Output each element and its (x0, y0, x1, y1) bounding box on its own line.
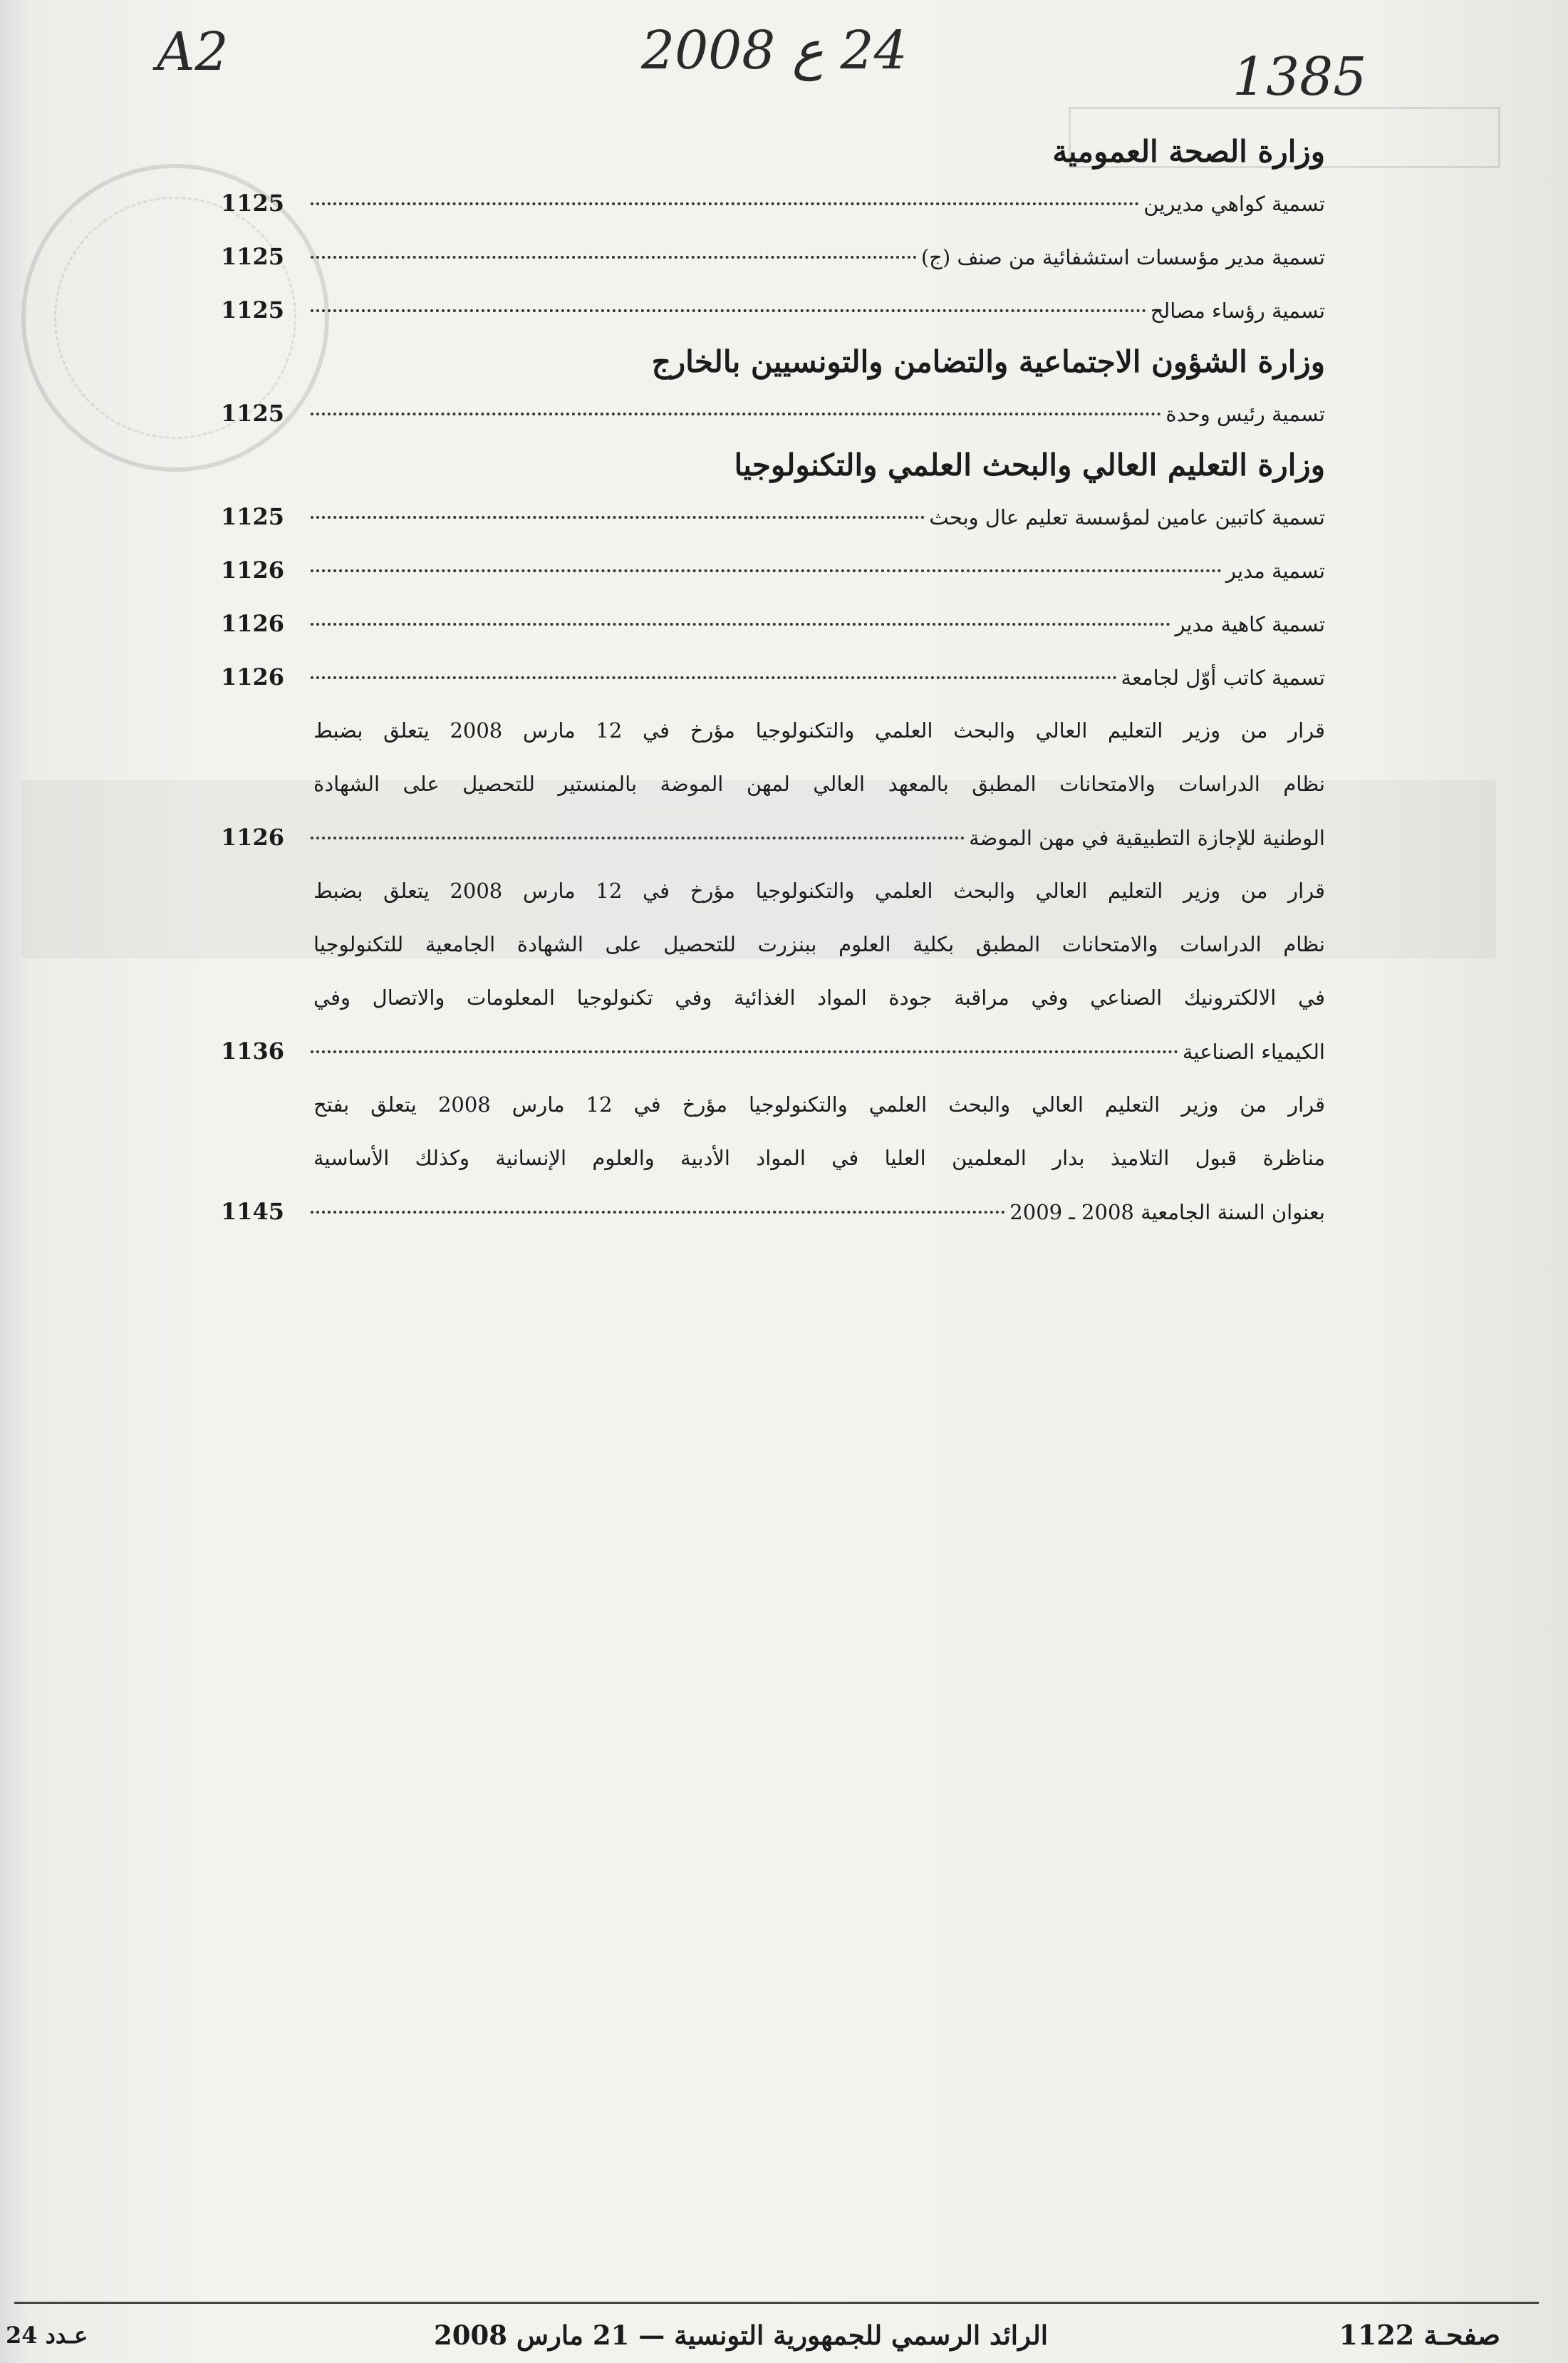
toc-entry[interactable] (221, 597, 1325, 651)
leader-dots (311, 1050, 1178, 1053)
decree-entry[interactable] (221, 1078, 1325, 1239)
handwritten-number: 1385 (1232, 46, 1367, 108)
entry-title: تسمية مدير مؤسسات استشفائية من صنف (ج) (920, 245, 1325, 269)
decree-line: قرار من وزير التعليم العالي والبحث العلمي والتكنولوجيا مؤرخ في 12 مارس 2008 يتعلق بضبط (313, 879, 1325, 903)
entry-title: تسمية كاتب أوّل لجامعة (1121, 666, 1325, 690)
leader-dots (311, 569, 1222, 572)
entry-page: 1126 (221, 663, 285, 691)
decree-last-line: الكيمياء الصناعية (1182, 1040, 1325, 1064)
toc-entry[interactable] (221, 284, 1325, 337)
entry-page: 1126 (221, 824, 285, 851)
entry-title: تسمية رئيس وحدة (1165, 402, 1325, 426)
entry-page: 1125 (221, 190, 285, 217)
entry-page: 1145 (221, 1198, 285, 1225)
entry-title: تسمية مدير (1225, 559, 1325, 583)
entry-page: 1125 (221, 400, 285, 427)
leader-dots (311, 309, 1146, 312)
entry-page: 1126 (221, 557, 285, 584)
toc-entry[interactable] (221, 230, 1325, 284)
decree-entry[interactable] (221, 704, 1325, 864)
entry-title: تسمية رؤساء مصالح (1150, 299, 1325, 323)
decree-last-line: الوطنية للإجازة التطبيقية في مهن الموضة (969, 826, 1325, 850)
toc-entry[interactable] (221, 490, 1325, 544)
handwritten-mark: A2 (157, 21, 229, 83)
decree-line: في الالكترونيك الصناعي وفي مراقبة جودة المواد الغذائية وفي تكنولوجيا المعلومات والاتصال وفي (313, 986, 1325, 1010)
entry-title: تسمية كاتبين عامين لمؤسسة تعليم عال وبحث (929, 505, 1325, 529)
section-heading: وزارة الشؤون الاجتماعية والتضامن والتونسيين بالخارج (651, 344, 1325, 379)
leader-dots (311, 676, 1117, 679)
leader-dots (311, 837, 965, 839)
table-of-contents (221, 127, 1325, 1239)
footer-issue: عـدد 24 (6, 2322, 88, 2349)
leader-dots (311, 516, 925, 519)
toc-entry[interactable] (221, 177, 1325, 230)
section-heading: وزارة الصحة العمومية (1052, 134, 1325, 169)
entry-page: 1125 (221, 503, 285, 530)
footer-rule (14, 2302, 1539, 2304)
toc-entry[interactable] (221, 387, 1325, 440)
entry-title: تسمية كواهي مديرين (1143, 192, 1325, 216)
entry-page: 1125 (221, 296, 285, 324)
decree-last-line: بعنوان السنة الجامعية 2008 ـ 2009 (1009, 1200, 1325, 1224)
section-heading: وزارة التعليم العالي والبحث العلمي والتكنولوجيا (734, 448, 1325, 482)
entry-page: 1125 (221, 243, 285, 270)
footer-publication: الرائد الرسمي للجمهورية التونسية — 21 مارس 2008 (433, 2320, 1049, 2351)
toc-entry[interactable] (221, 544, 1325, 597)
entry-page: 1136 (221, 1038, 285, 1065)
decree-line: مناظرة قبول التلاميذ بدار المعلمين العليا في المواد الأدبية والعلوم الإنسانية وكذلك الأساسية (313, 1146, 1325, 1170)
decree-line: قرار من وزير التعليم العالي والبحث العلمي والتكنولوجيا مؤرخ في 12 مارس 2008 يتعلق بضبط (313, 718, 1325, 743)
decree-line: نظام الدراسات والامتحانات المطبق بالمعهد العالي لمهن الموضة بالمنستير للتحصيل على الشهادة (313, 772, 1325, 796)
toc-entry[interactable] (221, 651, 1325, 704)
leader-dots (311, 413, 1161, 415)
footer-page-number: صفحـة 1122 (1339, 2319, 1500, 2351)
leader-dots (311, 623, 1170, 626)
handwritten-date: 24 ع 2008 (641, 20, 908, 81)
entry-page: 1126 (221, 610, 285, 637)
decree-line: نظام الدراسات والامتحانات المطبق بكلية العلوم ببنزرت للتحصيل على الشهادة الجامعية للتكنولوجيا (313, 932, 1325, 956)
entry-title: تسمية كاهية مدير (1175, 612, 1325, 636)
decree-line: قرار من وزير التعليم العالي والبحث العلمي والتكنولوجيا مؤرخ في 12 مارس 2008 يتعلق بفتح (313, 1092, 1326, 1117)
leader-dots (311, 1211, 1005, 1214)
leader-dots (311, 256, 917, 259)
decree-entry[interactable] (221, 864, 1325, 1078)
leader-dots (311, 202, 1139, 205)
